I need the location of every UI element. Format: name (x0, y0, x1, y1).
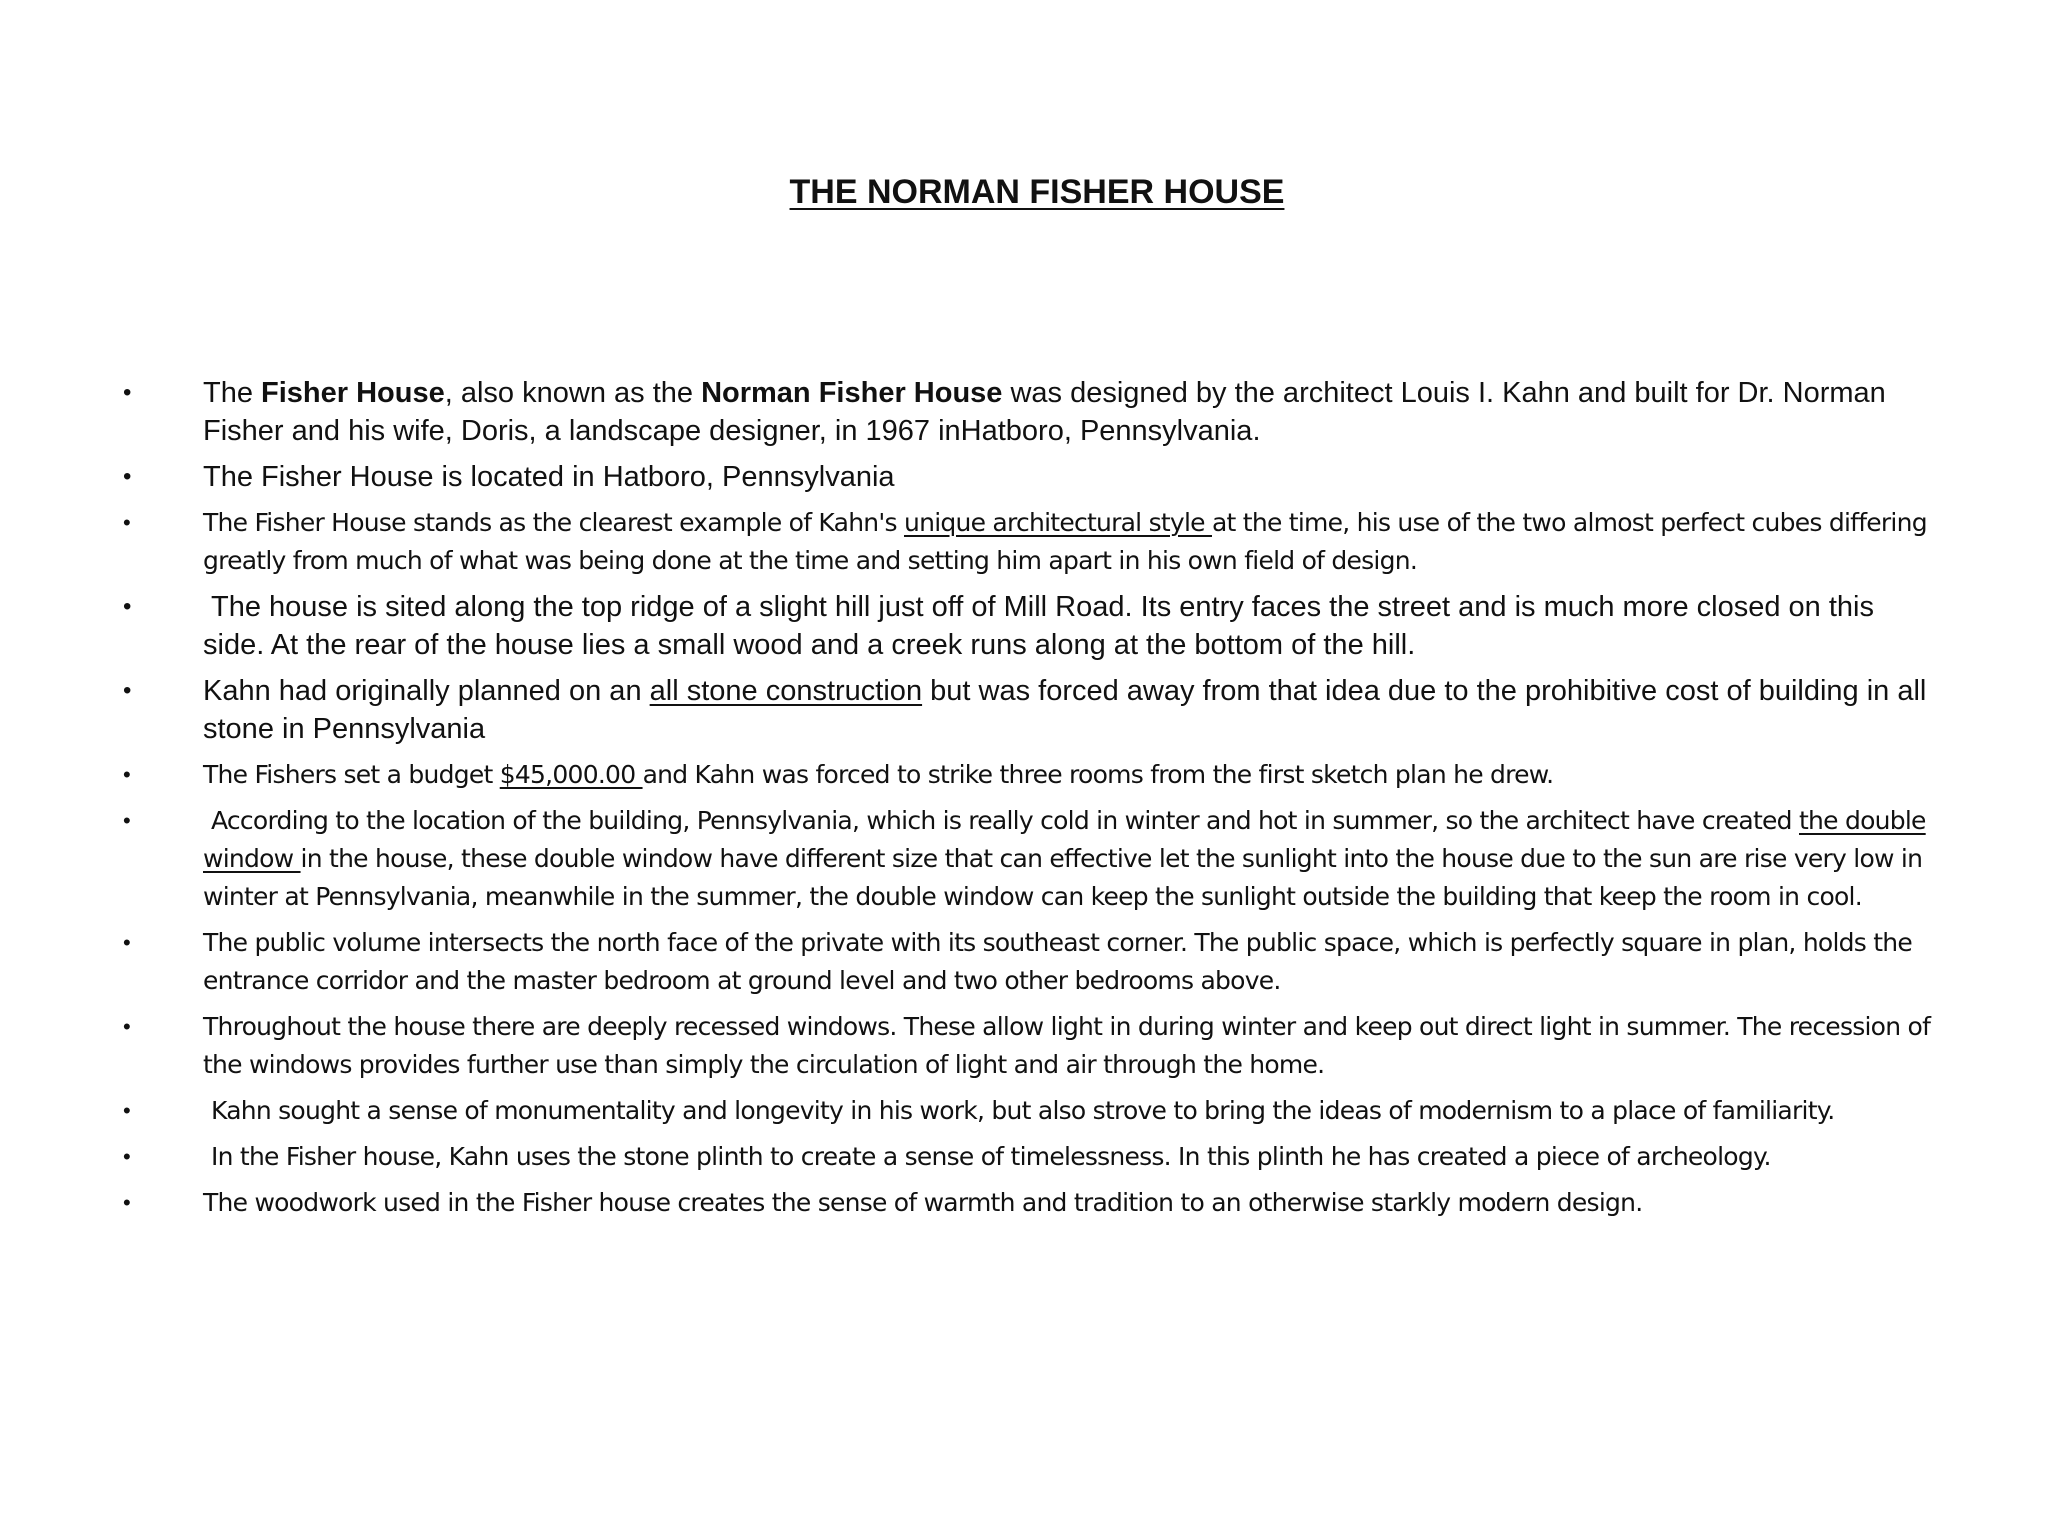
item-text: The Fisher House is located in Hatboro, Pennsylvania (203, 461, 895, 493)
list-item (0, 756, 1940, 794)
bullet-icon: • (123, 677, 132, 704)
list-item (0, 504, 1940, 580)
bullet-list (0, 374, 2048, 1230)
bullet-icon: • (123, 1190, 131, 1215)
bullet-icon: • (123, 379, 132, 406)
item-text: The woodwork used in the Fisher house creates the sense of warmth and tradition to an otherwise starkly modern design. (203, 1188, 1643, 1217)
item-text: Kahn sought a sense of monumentality and longevity in his work, but also strove to bring the ideas of modernism to a place of familiarity. (211, 1096, 1835, 1125)
item-text: Throughout the house there are deeply recessed windows. These allow light in during winter and keep out direct light in summer. The recession of the windows provides further use than simply the circulation of light and air through the home. (203, 1012, 1931, 1079)
document-title: THE NORMAN FISHER HOUSE (789, 173, 1285, 211)
list-item (0, 458, 1940, 496)
list-item (0, 802, 1940, 916)
list-item (0, 374, 1940, 450)
list-item (0, 1008, 1940, 1084)
item-text: The Fisher House stands as the clearest example of Kahn's unique architectural style at the time, his use of the two almost perfect cubes differing greatly from much of what was being done at the time and setting him apart in his own field of design. (203, 508, 1927, 575)
item-text: The house is sited along the top ridge of a slight hill just off of Mill Road. Its entry faces the street and is much more closed on this side. At the rear of the house lies a small wood and a creek runs along at the bottom of the hill. (203, 591, 1874, 661)
item-text: Kahn had originally planned on an all stone construction but was forced away from that idea due to the prohibitive cost of building in all stone in Pennsylvania (203, 675, 1927, 745)
bullet-icon: • (123, 1144, 131, 1169)
bullet-icon: • (123, 1014, 131, 1039)
bullet-icon: • (123, 510, 131, 535)
bullet-icon: • (123, 593, 132, 620)
bullet-icon: • (123, 930, 131, 955)
bullet-icon: • (123, 463, 132, 490)
item-text: According to the location of the building, Pennsylvania, which is really cold in winter and hot in summer, so the architect have created the double window in the house, these double window have different size that can effective let the sunlight into the house due to the sun are rise very low in winter at Pennsylvania, meanwhile in the summer, the double window can keep the sunlight outside the building that keep the room in cool. (203, 806, 1926, 911)
underlined-phrase: the double window (203, 806, 1926, 873)
list-item (0, 1092, 1940, 1130)
list-item (0, 924, 1940, 1000)
list-item (0, 588, 1940, 664)
list-item (0, 1138, 1940, 1176)
bullet-icon: • (123, 762, 131, 787)
item-text: The Fishers set a budget $45,000.00 and Kahn was forced to strike three rooms from the first sketch plan he drew. (203, 760, 1554, 789)
item-text: The Fisher House, also known as the Norman Fisher House was designed by the architect Louis I. Kahn and built for Dr. Norman Fisher and his wife, Doris, a landscape designer, in 1967 inHatboro, Pennsylvania. (203, 377, 1886, 447)
item-text: The public volume intersects the north face of the private with its southeast corner. The public space, which is perfectly square in plan, holds the entrance corridor and the master bedroom at ground level and two other bedrooms above. (203, 928, 1913, 995)
underlined-phrase: $45,000.00 (499, 760, 643, 789)
underlined-phrase: unique architectural style (904, 508, 1212, 537)
list-item (0, 672, 1940, 748)
bullet-icon: • (123, 808, 131, 833)
item-text: In the Fisher house, Kahn uses the stone plinth to create a sense of timelessness. In this plinth he has created a piece of archeology. (211, 1142, 1771, 1171)
underlined-phrase: all stone construction (649, 675, 923, 707)
list-item (0, 1184, 1940, 1222)
bullet-icon: • (123, 1098, 131, 1123)
